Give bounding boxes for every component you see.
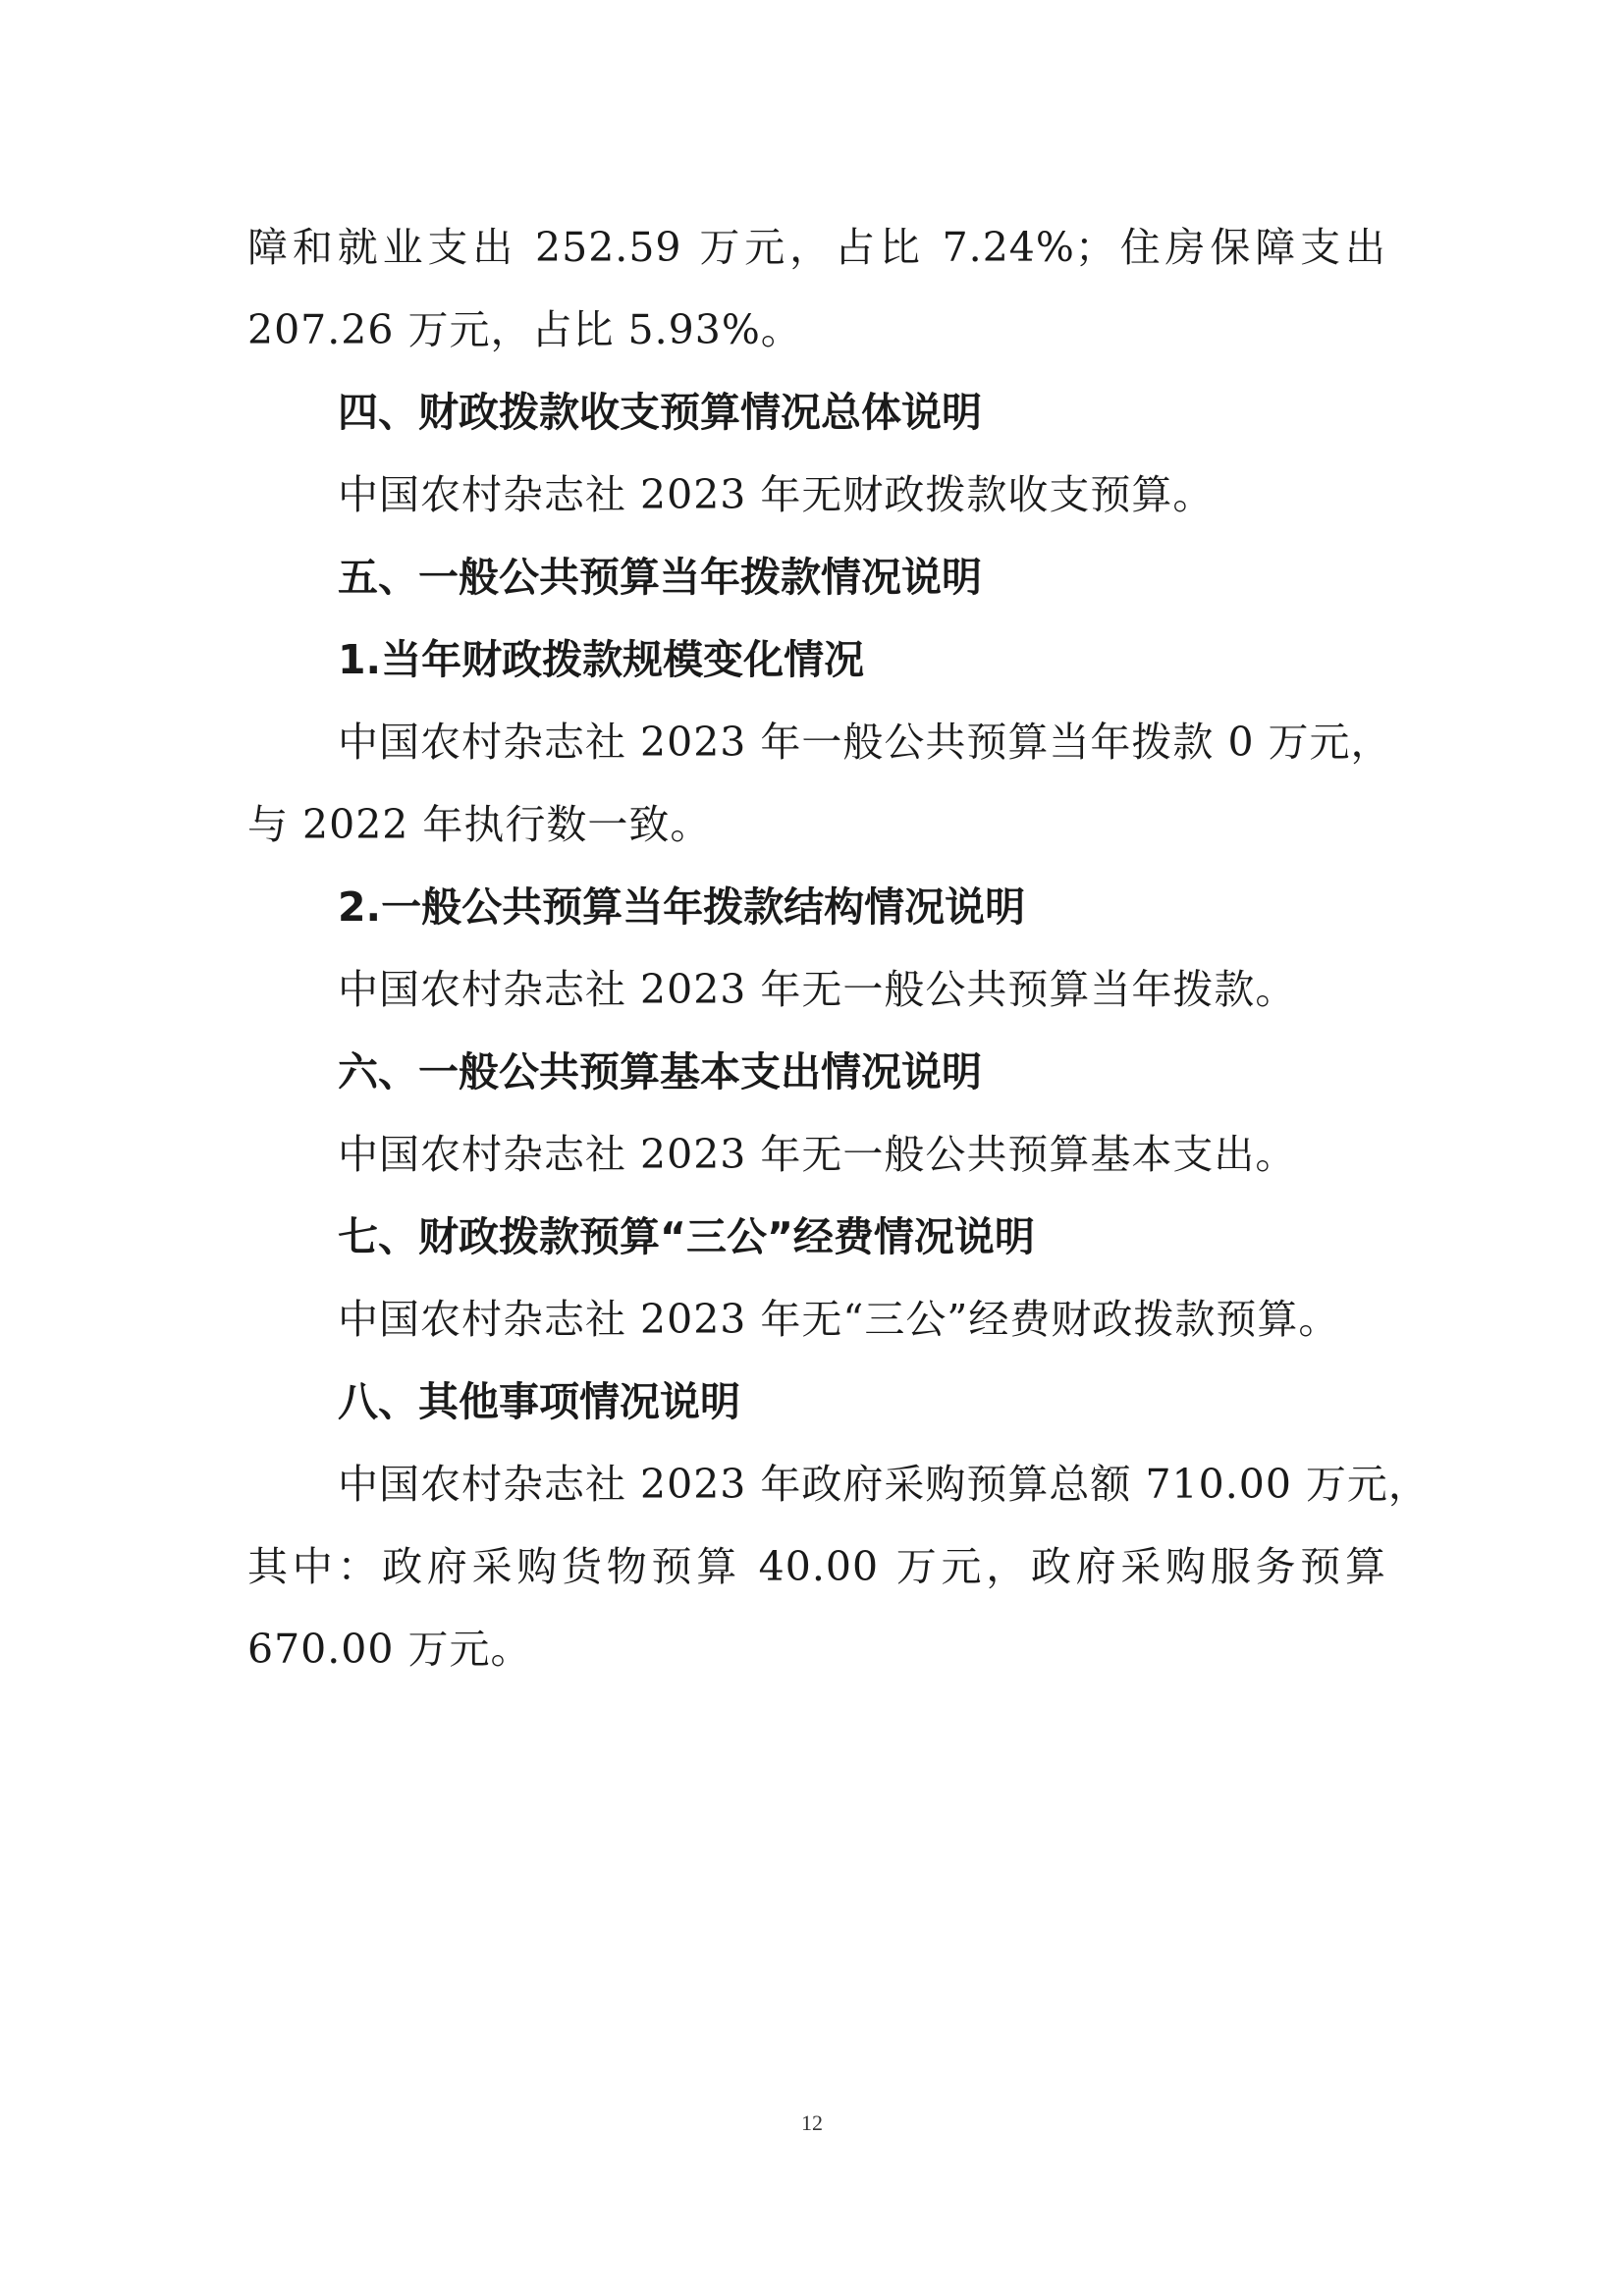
body-text-line: 中国农村杂志社 2023 年政府采购预算总额 710.00 万元， <box>338 1461 1430 1508</box>
body-text-line: 中国农村杂志社 2023 年无“三公”经费财政拨款预算。 <box>338 1296 1340 1343</box>
body-text-line: 中国农村杂志社 2023 年无一般公共预算当年拨款。 <box>338 966 1297 1013</box>
body-text-line: 其中：政府采购货物预算 40.00 万元，政府采购服务预算 <box>247 1543 1386 1590</box>
section-heading-6: 六、一般公共预算基本支出情况说明 <box>338 1048 982 1095</box>
body-text-line: 207.26 万元，占比 5.93%。 <box>247 306 802 353</box>
section-heading-8: 八、其他事项情况说明 <box>338 1378 740 1425</box>
body-text-line: 670.00 万元。 <box>247 1626 532 1673</box>
body-text-line: 与 2022 年执行数一致。 <box>247 801 712 848</box>
body-text-line: 中国农村杂志社 2023 年无一般公共预算基本支出。 <box>338 1131 1297 1178</box>
section-heading-4: 四、财政拨款收支预算情况总体说明 <box>338 389 982 436</box>
body-text-line: 中国农村杂志社 2023 年一般公共预算当年拨款 0 万元， <box>338 719 1392 766</box>
body-text-line: 障和就业支出 252.59 万元，占比 7.24%；住房保障支出 <box>247 224 1386 271</box>
page-number: 12 <box>801 2110 823 2135</box>
subsection-heading-5-1: 1.当年财政拨款规模变化情况 <box>338 636 865 683</box>
subsection-heading-5-2: 2.一般公共预算当年拨款结构情况说明 <box>338 883 1026 931</box>
body-text-line: 中国农村杂志社 2023 年无财政拨款收支预算。 <box>338 471 1215 518</box>
section-heading-5: 五、一般公共预算当年拨款情况说明 <box>338 554 982 601</box>
section-heading-7: 七、财政拨款预算“三公”经费情况说明 <box>338 1213 1035 1260</box>
